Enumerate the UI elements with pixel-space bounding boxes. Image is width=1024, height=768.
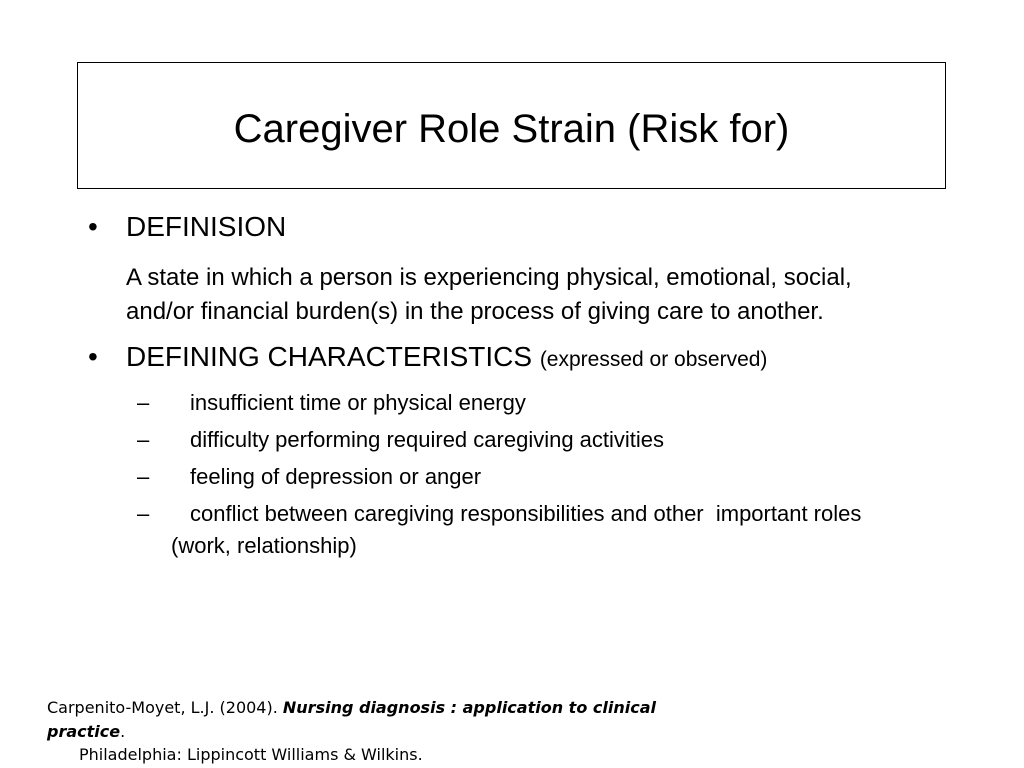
- slide-title: Caregiver Role Strain (Risk for): [233, 106, 790, 151]
- characteristic-item-3: feeling of depression or anger: [190, 464, 482, 489]
- reference-line-2: [47, 724, 125, 740]
- characteristic-item-2: difficulty performing required caregiving activities: [190, 427, 665, 452]
- definition-line-1: A state in which a person is experiencing physical, emotional, social,: [126, 264, 852, 291]
- dash-2: –: [137, 427, 150, 452]
- heading-defining-characteristics-text: DEFINING CHARACTERISTICS: [126, 341, 533, 372]
- heading-note: (expressed or observed): [539, 348, 768, 371]
- bullet-definision: •: [88, 211, 98, 242]
- reference-title-end: .: [120, 722, 126, 741]
- title-box: [77, 62, 946, 189]
- reference-title-part1: Nursing diagnosis : application to clinical: [282, 698, 656, 717]
- reference-author-year: Carpenito-Moyet, L.J. (2004).: [47, 698, 283, 717]
- characteristic-item-4: conflict between caregiving responsibilities and other important roles: [190, 501, 862, 526]
- dash-3: –: [137, 464, 150, 489]
- reference-title-part2: practice: [47, 722, 121, 741]
- characteristic-item-1: insufficient time or physical energy: [190, 390, 526, 415]
- dash-1: –: [137, 390, 150, 415]
- definition-line-2: and/or financial burden(s) in the process of giving care to another.: [126, 298, 824, 325]
- reference-line-1: [47, 700, 656, 716]
- heading-definision: DEFINISION: [126, 211, 287, 242]
- reference-publisher: Philadelphia: Lippincott Williams & Wilkins.: [79, 745, 423, 764]
- heading-defining-characteristics: [126, 343, 767, 371]
- bullet-defining-characteristics: •: [88, 341, 98, 372]
- dash-4: –: [137, 501, 150, 526]
- characteristic-item-4-continuation: (work, relationship): [171, 533, 357, 558]
